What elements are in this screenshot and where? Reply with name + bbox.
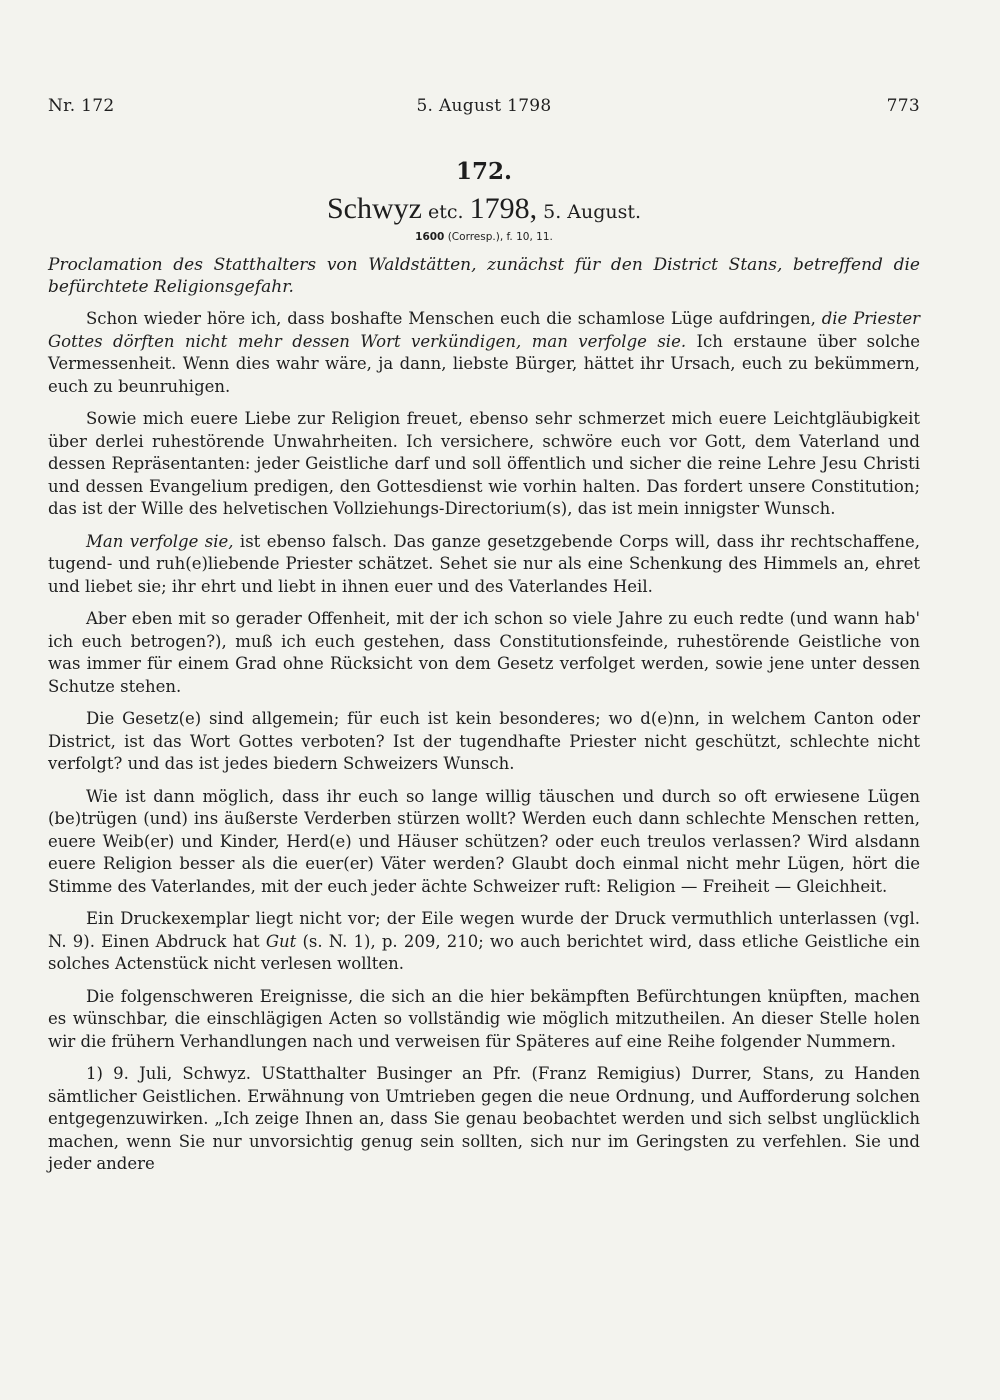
paragraph-7-text-a: Ein Druckexemplar liegt nicht vor; der Eile wegen wurde der Druck vermuthlich unterlassen (vgl. N. 9). Einen Abdruck hat	[48, 909, 920, 951]
paragraph-3	[48, 531, 920, 599]
paragraph-1	[48, 308, 920, 398]
paragraph-7-italic: Gut	[265, 931, 297, 951]
paragraph-1-text-a: Schon wieder höre ich, dass boshafte Menschen euch die schamlose Lüge aufdringen,	[86, 309, 822, 328]
source-number: 1600	[415, 231, 445, 243]
paragraph-2: Sowie mich euere Liebe zur Religion freuet, ebenso sehr schmerzet mich euere Leichtgläubigkeit über derlei ruhestörende Unwahrheiten. Ich versichere, schwöre euch vor Gott, dem Vaterland und dessen Repräsentanten: jeder Geistliche darf und soll öffentlich und sicher die reine Lehre Jesu Christi und dessen Evangelium predigen, den Gottesdienst wie vorhin halten. Das fordert unsere Constitution; das ist der Wille des helvetischen Vollziehungs-Directorium(s), das ist mein innigster Wunsch.	[48, 409, 920, 518]
title-place: Schwyz	[326, 192, 422, 225]
title-year: 1798,	[469, 192, 538, 225]
document-title	[48, 190, 920, 228]
paragraph-7-text-b: (s. N. 1), p. 209, 210; wo auch berichtet wird, dass etliche Geistliche ein solches Actenstück nicht verlesen wollten.	[48, 931, 920, 973]
source-reference	[48, 228, 920, 246]
paragraph-6: Wie ist dann möglich, dass ihr euch so lange willig täuschen und durch so oft erwiesene Lügen (be)trügen (und) ins äußerste Verderben stürzen wollt? Werden euch dann schlechte Menschen retten, euere Weib(er) und Kinder, Herd(e) und Häuser schützen? oder euch treulos verlassen? Wird alsdann euere Religion besser als die euer(er) Väter werden? Glaubt doch einmal nicht mehr Lügen, hört die Stimme des Vaterlandes, mit der euch jeder ächte Schweizer ruft: Religion — Freiheit — Gleichheit.	[48, 786, 920, 896]
document-subject: Proclamation des Statthalters von Waldstätten, zunächst für den District Stans, betreffend die befürchtete Religionsgefahr.	[48, 255, 920, 297]
paragraph-7	[48, 908, 920, 976]
document-number: 172.	[455, 158, 513, 185]
title-etc: etc.	[421, 201, 470, 223]
paragraph-1-text-b: Ich erstaune über solche Vermessenheit. Wenn dies wahr wäre, ja dann, liebste Bürger, hättet ihr Ursach, euch zu bekümmern, euch zu beunruhigen.	[48, 331, 920, 396]
header-date: 5. August 1798	[416, 96, 552, 116]
paragraph-3-italic: Man verfolge sie,	[86, 531, 234, 551]
running-header	[48, 96, 920, 126]
page-number: 773	[886, 96, 920, 116]
paragraph-1-italic: die Priester Gottes dörften nicht mehr dessen Wort verkündigen, man verfolge sie.	[48, 309, 920, 351]
source-rest: (Corresp.), f. 10, 11.	[444, 231, 553, 243]
paragraph-4: Aber eben mit so gerader Offenheit, mit der ich schon so viele Jahre zu euch redte (und wann hab' ich euch betrogen?), muß ich euch gestehen, dass Constitutionsfeinde, ruhestörende Geistliche von was immer für einem Grad ohne Rücksicht von dem Gesetz verfolget werden, sowie jene unter dessen Schutze stehen.	[48, 609, 920, 696]
title-date: 5. August.	[537, 201, 642, 223]
header-number: Nr. 172	[48, 96, 115, 116]
paragraph-3-text: ist ebenso falsch. Das ganze gesetzgebende Corps will, dass ihr rechtschaffene, tugend- und ruh(e)liebende Priester schätzet. Sehet sie nur als eine Schenkung des Himmels an, ehret und liebet sie; ihr ehrt und liebt in ihnen euer und des Vaterlandes Heil.	[48, 531, 920, 596]
document-page	[48, 96, 920, 1176]
paragraph-5: Die Gesetz(e) sind allgemein; für euch ist kein besonderes; wo d(e)nn, in welchem Canton oder District, ist das Wort Gottes verboten? Ist der tugendhafte Priester nicht geschützt, schlechte nicht verfolgt? und das ist jedes biedern Schweizers Wunsch.	[48, 709, 920, 773]
paragraph-9: 1) 9. Juli, Schwyz. UStatthalter Businger an Pfr. (Franz Remigius) Durrer, Stans, zu Handen sämtlicher Geistlichen. Erwähnung von Umtrieben gegen die neue Ordnung, und Aufforderung solchen entgegenzuwirken. „Ich zeige Ihnen an, dass Sie genau beobachtet werden und sich selbst unglücklich machen, wenn Sie nur unvorsichtig genug sein sollten, sich nur im Geringsten zu verfehlen. Sie und jeder andere	[48, 1064, 920, 1173]
paragraph-8: Die folgenschweren Ereignisse, die sich an die hier bekämpften Befürchtungen knüpften, machen es wünschbar, die einschlägigen Acten so vollständig wie möglich mitzutheilen. An dieser Stelle holen wir die frühern Verhandlungen nach und verweisen für Späteres auf eine Reihe folgender Nummern.	[48, 986, 920, 1051]
